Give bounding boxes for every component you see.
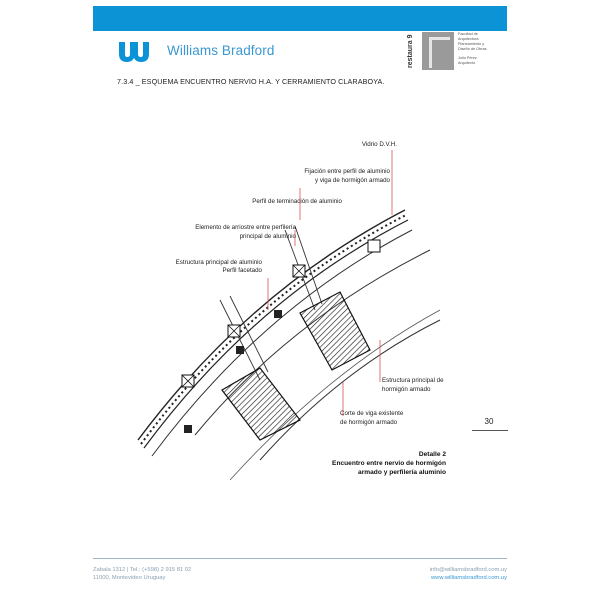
label-arriostre-1: Elemento de arriostre entre perfilería xyxy=(195,224,296,231)
detail-drawing xyxy=(100,120,500,490)
brand-name: Williams Bradford xyxy=(167,43,275,58)
williams-bradford-logo xyxy=(116,40,164,66)
restaura-line: Diseño de Obras xyxy=(458,47,487,51)
label-estructura-hormigon-2: hormigón armado xyxy=(382,386,431,393)
restaura-info xyxy=(458,32,508,66)
label-perfil-facetado: Perfil facetado xyxy=(222,267,262,274)
footer-contact xyxy=(380,566,507,582)
label-estructura-aluminio: Estructura principal de aluminio xyxy=(175,259,262,266)
header-band xyxy=(93,6,507,31)
figure-caption xyxy=(330,450,446,477)
page-number: 30 xyxy=(484,417,494,426)
footer-divider xyxy=(93,558,507,559)
label-fijacion-1: Fijación entre perfil de aluminio xyxy=(304,168,390,175)
beam-section-hatched xyxy=(222,368,300,440)
label-arriostre-2: principal de aluminio xyxy=(239,233,296,240)
label-estructura-hormigon-1: Estructura principal de xyxy=(382,377,444,384)
fixing-block-x xyxy=(182,265,305,387)
restaura-line: Arquitecto xyxy=(458,61,476,65)
footer-address-line: Zabala 1312 | Tel.: (+598) 2 915 81 02 xyxy=(93,567,192,573)
beam-section-hatched xyxy=(300,292,370,370)
caption-title: Detalle 2 xyxy=(418,451,446,458)
footer-address xyxy=(93,566,191,582)
leader-lines xyxy=(268,150,392,416)
page-number-rule xyxy=(472,430,508,431)
label-fijacion-2: y viga de hormigón armado xyxy=(315,177,390,184)
label-vidrio: Vidrio D.V.H. xyxy=(361,141,397,148)
label-corte-viga-2: de hormigón armado xyxy=(340,419,398,426)
footer-email-link[interactable]: info@williamsbradford.com.uy xyxy=(429,567,507,573)
restaura-logo-image xyxy=(422,32,454,70)
restaura-line: Facultad de xyxy=(458,32,478,36)
restaura-vertical-label: restaura 9 xyxy=(407,34,414,68)
restaura-line: Planeamiento y xyxy=(458,42,485,46)
footer-address-line: 11000, Montevideo Uruguay xyxy=(93,575,166,581)
label-corte-viga-1: Corte de viga existente xyxy=(340,410,404,417)
footer-web-link[interactable]: www.williamsbradford.com.uy xyxy=(430,575,507,581)
restaura-line: Julio Pérez xyxy=(458,56,477,60)
section-heading: 7.3.4 _ ESQUEMA ENCUENTRO NERVIO H.A. Y CERRAMIENTO CLARABOYA. xyxy=(117,77,385,86)
label-perfil-terminacion: Perfil de terminación de aluminio xyxy=(252,198,342,205)
caption-line: armado y perfilería aluminio xyxy=(358,469,446,476)
caption-line: Encuentro entre nervio de hormigón xyxy=(332,460,446,467)
restaura-line: Arquitectura xyxy=(458,37,479,41)
